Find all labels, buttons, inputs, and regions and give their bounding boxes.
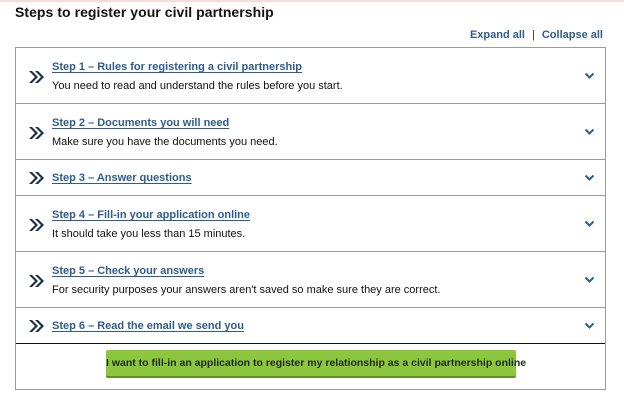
step-title[interactable]: Step 6 – Read the email we send you <box>52 320 244 332</box>
step-description: It should take you less than 15 minutes. <box>52 228 246 240</box>
step-description: Make sure you have the documents you need. <box>52 136 278 148</box>
accordion-step-3[interactable] <box>16 160 605 196</box>
chevron-down-icon[interactable] <box>584 128 595 136</box>
step-title[interactable]: Step 1 – Rules for registering a civil partnership <box>52 61 303 73</box>
accordion-step-2[interactable] <box>16 104 605 160</box>
steps-accordion <box>15 47 606 390</box>
expand-all-link[interactable]: Expand all <box>469 29 525 41</box>
chevron-down-icon[interactable] <box>584 322 595 330</box>
double-chevron-right-icon <box>28 274 46 288</box>
page-title: Steps to register your civil partnership <box>15 4 274 20</box>
chevron-down-icon[interactable] <box>584 72 595 80</box>
double-chevron-right-icon <box>28 171 46 185</box>
accordion-controls <box>470 28 603 42</box>
double-chevron-right-icon <box>28 70 46 84</box>
step-description: For security purposes your answers aren't saved so make sure they are correct. <box>52 284 441 296</box>
step-title[interactable]: Step 2 – Documents you will need <box>52 117 230 129</box>
chevron-down-icon[interactable] <box>584 276 595 284</box>
chevron-down-icon[interactable] <box>584 174 595 182</box>
collapse-all-link[interactable]: Collapse all <box>541 29 603 41</box>
accordion-step-4[interactable] <box>16 196 605 252</box>
accordion-step-5[interactable] <box>16 252 605 308</box>
double-chevron-right-icon <box>28 319 46 333</box>
controls-separator: | <box>532 29 535 41</box>
cta-area <box>16 343 605 389</box>
top-accent-line <box>0 0 624 2</box>
start-application-button[interactable]: I want to fill-in an application to register my relationship as a civil partnership online <box>106 350 516 376</box>
accordion-step-1[interactable] <box>16 48 605 104</box>
accordion-step-6[interactable] <box>16 308 605 344</box>
double-chevron-right-icon <box>28 126 46 140</box>
step-title[interactable]: Step 3 – Answer questions <box>52 172 192 184</box>
step-title[interactable]: Step 5 – Check your answers <box>52 265 205 277</box>
step-description: You need to read and understand the rules before you start. <box>52 80 343 92</box>
double-chevron-right-icon <box>28 218 46 232</box>
chevron-down-icon[interactable] <box>584 220 595 228</box>
step-title[interactable]: Step 4 – Fill-in your application online <box>52 209 251 221</box>
